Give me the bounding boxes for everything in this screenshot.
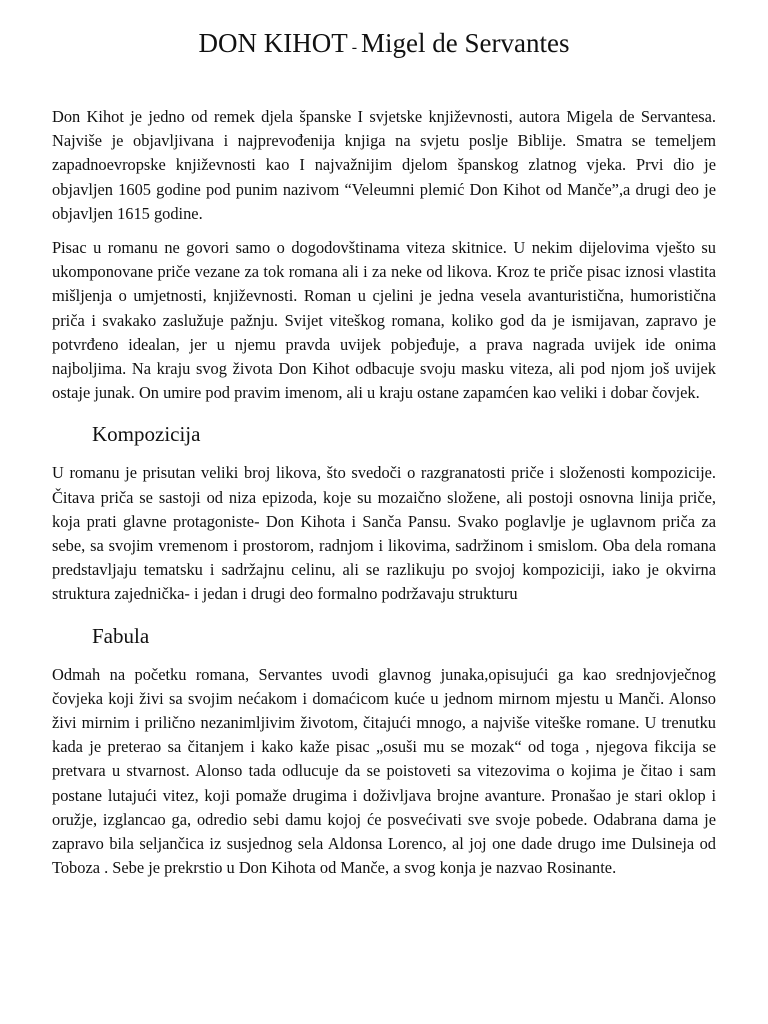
intro-paragraph-1: Don Kihot je jedno od remek djela španske I svjetske književnosti, autora Migela de Servantesa. Najviše je objavljivana i najprevođenija knjiga na svjetu poslje Biblije. Smatra se temeljem zapadnoevropske književnosti kao I najvažnijim djelom španskog zlatnog vjeka. Prvi dio je objavljen 1605 godine pod punim nazivom “Veleumni plemić Don Kihot od Manče”,a drugi deo je objavljen 1615 godine. — [52, 107, 716, 223]
section-paragraph-fabula: Odmah na početku romana, Servantes uvodi glavnog junaka,opisujući ga kao srednjovječnog čovjeka koji živi sa svojim nećakom i domaćicom kuće u jednom mirnom mjestu u Manči. Alonso živi mirnim i prilično nezanimljivim životom, čitajući mnogo, a najviše viteške romane. U trenutku kada je preterao sa čitanjem i kako kaže pisac „osuši mu se mozak“ od toga , njegova fikcija se pretvara u stvarnost. Alonso tada odlucuje da se poistoveti sa vitezovima o kojima je čitao i sam postane lutajući vitez, koji pomaže drugima i doživljava brojne avanture. Pronašao je stari oklop i oružje, izglancao ga, odredio sebi damu kojoj će posvećivati sve svoje pobede. Odabrana dama je zapravo bila seljančica iz susjednog sela Aldonsa Lorenco, al joj one dade drugo ime Dulsineja od Toboza . Sebe je prekrstio u Don Kihota od Manče, a svog konja je nazvao Rosinante. — [52, 664, 716, 878]
title-separator: - — [347, 39, 362, 56]
document-title — [52, 24, 716, 67]
section-heading-fabula: Fabula — [92, 623, 150, 648]
section-paragraph-kompozicija: U romanu je prisutan veliki broj likova, što svedoči o razgranatosti priče i složenosti kompozicije. Čitava priča se sastoji od niza epizoda, koje su mozaično složene, ali postoji osnovna linija priče, koja prati glavne protagoniste- Don Kihota i Sanča Pansu. Svako poglavlje je uglavnom priča za sebe, sa svojim vremenom i prostorom, radnjom i likovima, sadržinom i smislom. Oba dela romana predstavljaju tematsku i sadržajnu celinu, ali se razlikuju po svojoj kompoziciji, iako je okvirna struktura zajednička- i jedan i drugi deo formalno podržavaju strukturu — [52, 463, 716, 604]
title-main: DON KIHOT — [198, 28, 348, 58]
section-heading-kompozicija: Kompozicija — [92, 422, 201, 447]
intro-paragraph-2: Pisac u romanu ne govori samo o dogodovštinama viteza skitnice. U nekim dijelovima vješto su ukomponovane priče vezane za tok romana ali i za neke od likova. Kroz te priče pisac iznosi vlastita mišljenja o umjetnosti, književnosti. Roman u cjelini je jedna vesela avanturistična, humoristična priča i svakako zaslužuje pažnju. Svijet viteškog romana, koliko god da je ismijavan, zapravo je potvrđeno idealan, jer u njemu pravda uvijek pobjeđuje, a prava nagrada uvijek ide onima najboljima. Na kraju svog života Don Kihot odbacuje svoju masku viteza, ali pod njom još uvijek ostaje junak. On umire pod pravim imenom, ali u kraju ostane zapamćen kao veliki i dobar čovjek. — [52, 238, 716, 403]
title-author: Migel de Servantes — [361, 28, 570, 58]
